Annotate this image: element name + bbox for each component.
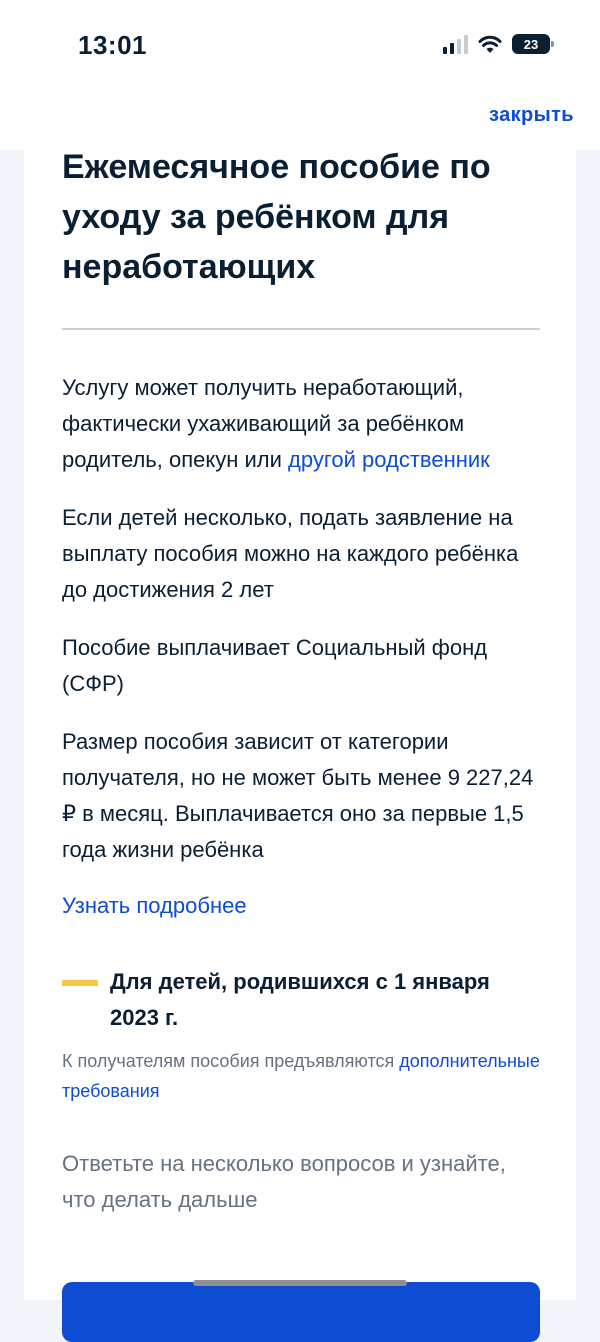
- additional-requirements-link[interactable]: дополнительные требования: [62, 1051, 540, 1101]
- other-relative-link[interactable]: другой родственник: [288, 447, 490, 472]
- status-bar: [0, 0, 600, 92]
- notice-description: К получателям пособия предъявляются: [62, 1051, 400, 1071]
- wifi-icon: [478, 34, 502, 54]
- start-button[interactable]: [62, 1282, 540, 1342]
- questions-prompt: Ответьте на несколько вопросов и узнайте, что делать дальше: [62, 1151, 506, 1212]
- amount-paragraph: Размер пособия зависит от категории получателя, но не может быть менее 9 227,24 ₽ в месяц. Выплачивается оно за первые 1,5 года жизни ребёнка: [62, 729, 534, 862]
- payer-paragraph: Пособие выплачивает Социальный фонд (СФР): [62, 635, 488, 696]
- learn-more-link[interactable]: Узнать подробнее: [62, 893, 247, 918]
- content: [62, 150, 540, 1218]
- notice-marker: [62, 980, 98, 986]
- status-time: 13:01: [78, 30, 147, 60]
- battery-icon: [512, 34, 550, 54]
- signal-icon: [443, 34, 468, 54]
- notice-title: Для детей, родившихся с 1 января 2023 г.: [110, 969, 490, 1030]
- notice-text: [62, 1046, 540, 1106]
- battery-level: 23: [523, 36, 539, 52]
- home-indicator: [193, 1280, 407, 1286]
- notice-block: [62, 964, 540, 1036]
- page-title: Ежемесячное пособие по уходу за ребёнком для неработающих: [62, 148, 491, 286]
- close-button[interactable]: закрыть: [489, 104, 574, 126]
- eligibility-paragraph: [62, 370, 540, 478]
- eligibility-text: Услугу может получить неработающий, фактически ухаживающий за ребёнком родитель, опекун или: [62, 375, 465, 472]
- divider: [62, 328, 540, 330]
- status-icons: [443, 34, 550, 54]
- multiple-children-paragraph: Если детей несколько, подать заявление на выплату пособия можно на каждого ребёнка до достижения 2 лет: [62, 505, 519, 602]
- content-card: [24, 150, 576, 1300]
